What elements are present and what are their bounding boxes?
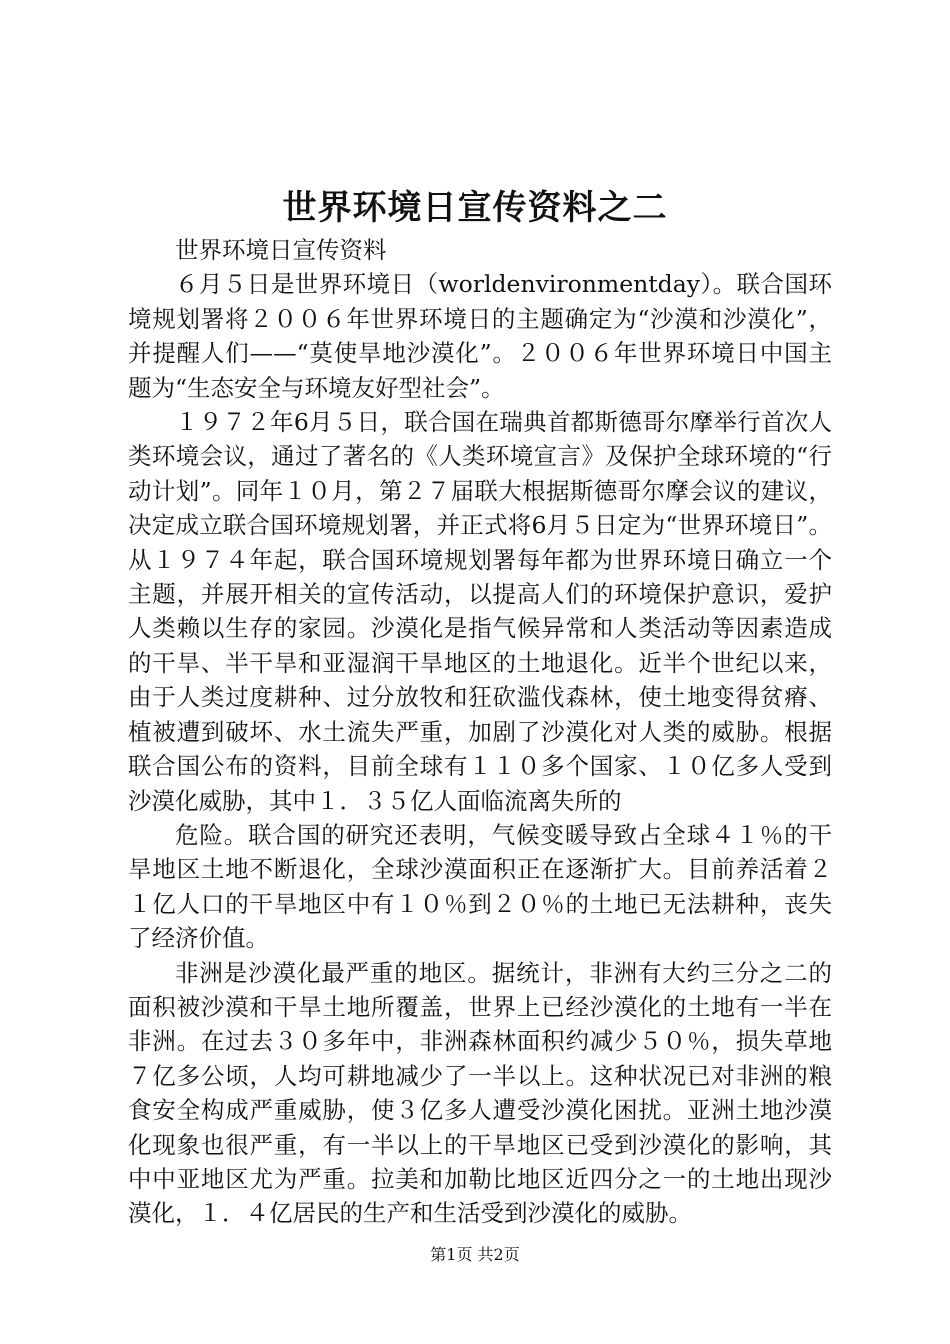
body-paragraph: ６月５日是世界环境日（worldenvironmentday）。联合国环境规划署将２００６年世界环境日的主题确定为“沙漠和沙漠化”，并提醒人们——“莫使旱地沙漠化”。２００６年世界环境日中国主题为“生态安全与环境友好型社会”。 bbox=[128, 270, 832, 402]
body-paragraph: 非洲是沙漠化最严重的地区。据统计，非洲有大约三分之二的面积被沙漠和干旱土地所覆盖，世界上已经沙漠化的土地有一半在非洲。在过去３０多年中，非洲森林面积约减少５０％，损失草地７亿多公顷，人均可耕地减少了一半以上。这种状况已对非洲的粮食安全构成严重威胁，使３亿多人遭受沙漠化困扰。亚洲土地沙漠化现象也很严重，有一半以上的干旱地区已受到沙漠化的影响，其中中亚地区尤为严重。拉美和加勒比地区近四分之一的土地出现沙漠化，１．４亿居民的生产和生活受到沙漠化的威胁。 bbox=[128, 958, 832, 1228]
document-body bbox=[128, 233, 832, 1231]
document-title: 世界环境日宣传资料之二 bbox=[282, 188, 668, 228]
body-paragraph: １９７２年6月５日，联合国在瑞典首都斯德哥尔摩举行首次人类环境会议，通过了著名的《人类环境宣言》及保护全球环境的“行动计划”。同年１０月，第２７届联大根据斯德哥尔摩会议的建议，决定成立联合国环境规划署，并正式将6月５日定为“世界环境日”。从１９７４年起，联合国环境规划署每年都为世界环境日确立一个主题，并展开相关的宣传活动，以提高人们的环境保护意识，爱护人类赖以生存的家园。沙漠化是指气候异常和人类活动等因素造成的干旱、半干旱和亚湿润干旱地区的土地退化。近半个世纪以来，由于人类过度耕种、过分放牧和狂砍滥伐森林，使土地变得贫瘠、植被遭到破坏、水土流失严重，加剧了沙漠化对人类的威胁。根据联合国公布的资料，目前全球有１１０多个国家、１０亿多人受到沙漠化威胁，其中１．３５亿人面临流离失所的 bbox=[128, 408, 832, 815]
page-number-footer: 第1页 共2页 bbox=[430, 1245, 520, 1264]
body-paragraph: 危险。联合国的研究还表明，气候变暖导致占全球４１％的干旱地区土地不断退化，全球沙漠面积正在逐渐扩大。目前养活着２１亿人口的干旱地区中有１０％到２０％的土地已无法耕种，丧失了经济价值。 bbox=[128, 820, 832, 953]
subtitle-paragraph: 世界环境日宣传资料 bbox=[175, 236, 387, 264]
